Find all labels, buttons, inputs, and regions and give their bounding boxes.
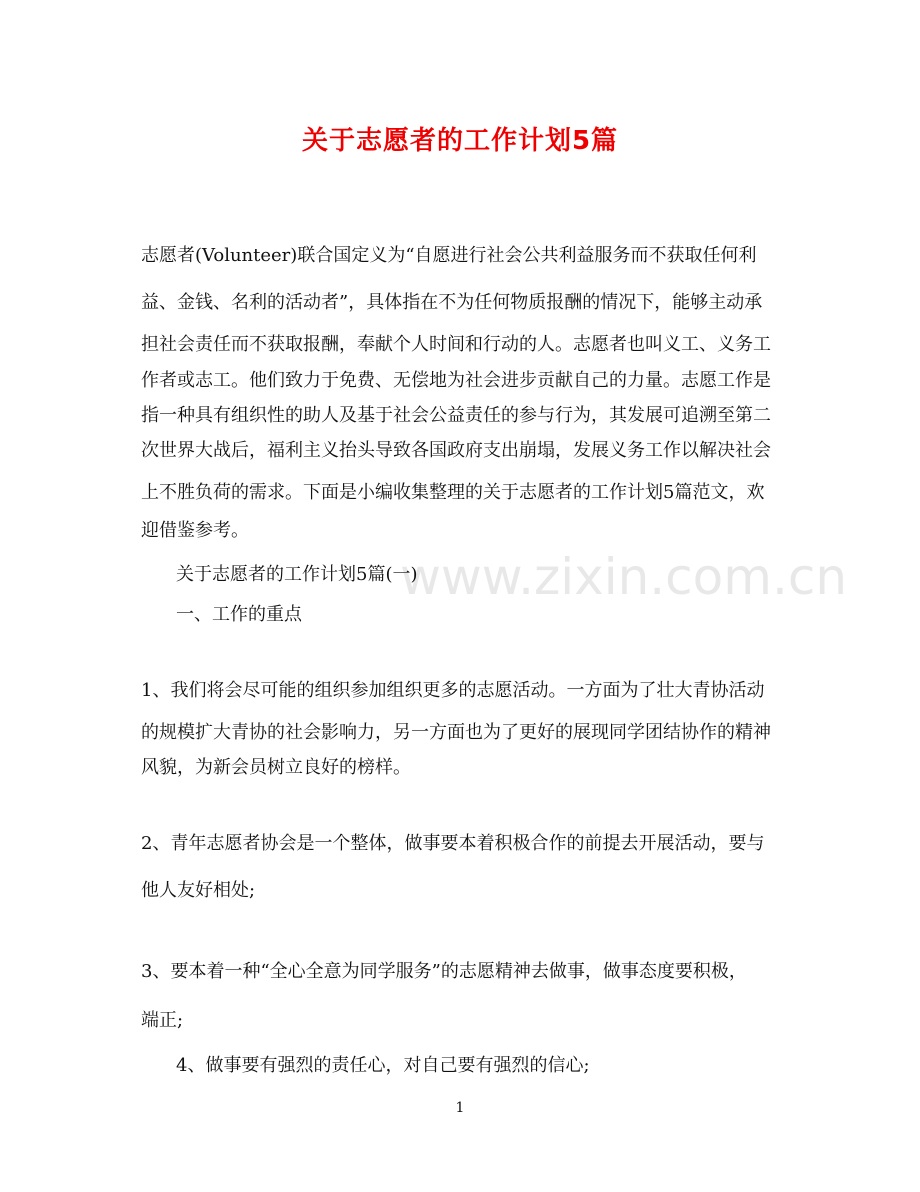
watermark: www.zixin.com.cn: [400, 548, 848, 606]
paragraph-line: 作者或志工。他们致力于免费、无偿地为社会进步贡献自己的力量。志愿工作是: [141, 370, 771, 391]
paragraph-line: 1、我们将会尽可能的组织参加组织更多的志愿活动。一方面为了壮大青协活动: [141, 680, 765, 701]
paragraph-line: 4、做事要有强烈的责任心，对自己要有强烈的信心;: [176, 1055, 590, 1076]
page-number: 1: [455, 1100, 465, 1116]
paragraph-line: 他人友好相处;: [141, 880, 256, 901]
paragraph-line: 志愿者(Volunteer)联合国定义为“自愿进行社会公共利益服务而不获取任何利: [141, 245, 757, 266]
paragraph-line: 指一种具有组织性的助人及基于社会公益责任的参与行为，其发展可追溯至第二: [141, 405, 771, 426]
paragraph-line: 次世界大战后，福利主义抬头导致各国政府支出崩塌，发展义务工作以解决社会: [141, 440, 771, 461]
section-heading: 一、工作的重点: [176, 604, 302, 625]
paragraph-line: 端正;: [141, 1010, 184, 1031]
paragraph-line: 益、金钱、名利的活动者”，具体指在不为任何物质报酬的情况下，能够主动承: [141, 292, 763, 313]
paragraph-line: 担社会责任而不获取报酬，奉献个人时间和行动的人。志愿者也叫义工、义务工: [141, 334, 771, 355]
document-title: 关于志愿者的工作计划5篇: [301, 126, 619, 156]
paragraph-line: 迎借鉴参考。: [141, 520, 249, 541]
paragraph-line: 上不胜负荷的需求。下面是小编收集整理的关于志愿者的工作计划5篇范文，欢: [141, 482, 765, 503]
paragraph-line: 的规模扩大青协的社会影响力，另一方面也为了更好的展现同学团结协作的精神: [141, 722, 771, 743]
paragraph-line: 3、要本着一种“全心全意为同学服务”的志愿精神去做事，做事态度要积极，: [141, 961, 747, 982]
paragraph-line: 风貌，为新会员树立良好的榜样。: [141, 757, 411, 778]
section-heading: 关于志愿者的工作计划5篇(一): [176, 564, 418, 585]
paragraph-line: 2、青年志愿者协会是一个整体，做事要本着积极合作的前提去开展活动，要与: [141, 833, 765, 854]
